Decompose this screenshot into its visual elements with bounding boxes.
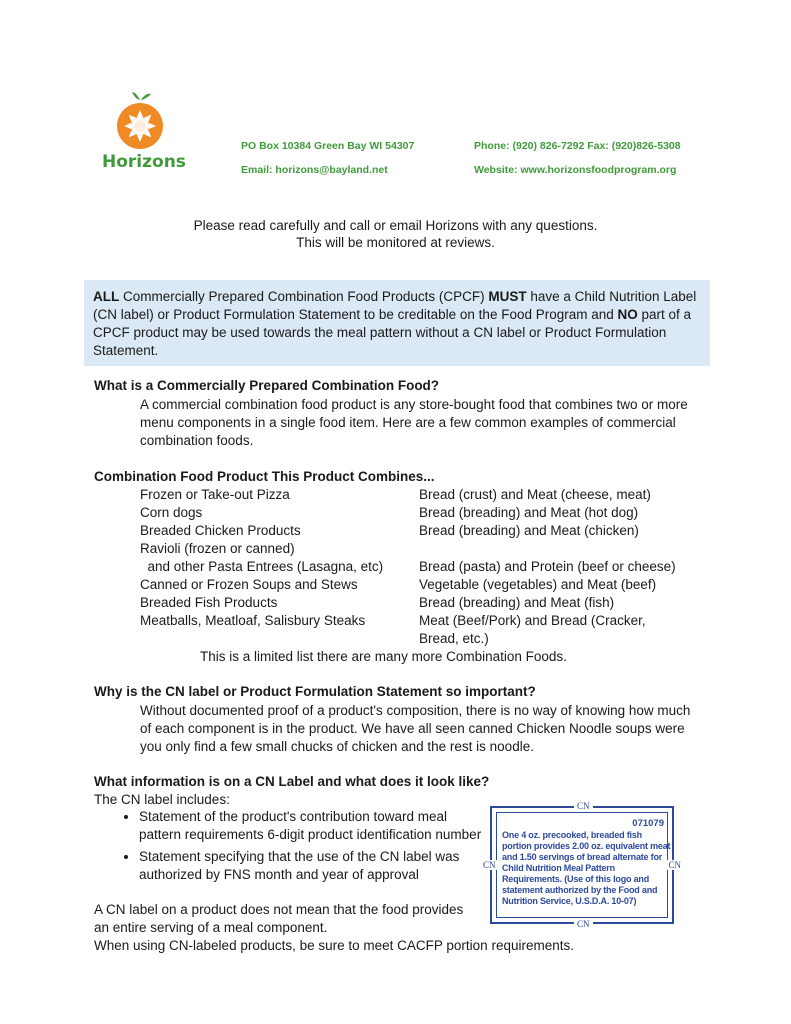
- section-heading-cn-importance: Why is the CN label or Product Formulation Statement so important?: [94, 684, 536, 699]
- table-row-combines: Vegetable (vegetables) and Meat (beef): [419, 577, 657, 592]
- cn-label-disclaimer: A CN label on a product does not mean that the food provides an entire serving of a meal component.: [94, 902, 464, 935]
- intro-line-2: This will be monitored at reviews.: [296, 235, 495, 250]
- table-row-product: Breaded Chicken Products: [140, 523, 301, 538]
- cn-tag-top: CN: [574, 801, 593, 811]
- table-row-combines: Meat (Beef/Pork) and Bread (Cracker,: [419, 613, 646, 628]
- cn-label-bullet-list: [115, 808, 489, 888]
- table-row-product: Corn dogs: [140, 505, 203, 520]
- website-link: Website: www.horizonsfoodprogram.org: [474, 164, 677, 176]
- cn-label-example: [483, 801, 681, 929]
- section-heading-combination-food: What is a Commercially Prepared Combination Food?: [94, 378, 440, 393]
- table-row-combines: Bread, etc.): [419, 631, 489, 646]
- mailing-address: PO Box 10384 Green Bay WI 54307: [241, 140, 415, 152]
- horizons-logo: [96, 90, 186, 180]
- table-row-combines: Bread (breading) and Meat (hot dog): [419, 505, 639, 520]
- notice-text: [93, 288, 705, 360]
- cn-label-statement: One 4 oz. precooked, breaded fish portion provides 2.00 oz. equivalent meat and 1.50 servings of bread alternate for Child Nutrition Meal Pattern Requirements. (Use of this logo and statement authorized by the Food and Nutrition Service, U.S.D.A. 10-07): [502, 830, 671, 906]
- cn-tag-left: CN: [480, 860, 499, 870]
- notice-must: MUST: [488, 289, 527, 304]
- list-item: • Statement specifying that the use of the CN label was authorized by FNS month and year of approval: [139, 848, 489, 884]
- cn-tag-right: CN: [665, 860, 684, 870]
- notice-part-1: Commercially Prepared Combination Food Products (CPCF): [119, 289, 489, 304]
- cn-tag-bottom: CN: [574, 919, 593, 929]
- intro-line-1: Please read carefully and call or email Horizons with any questions.: [193, 218, 598, 233]
- notice-all: ALL: [93, 289, 120, 304]
- notice-part-2: have a Child Nutrition Label (CN label) or Product Formulation Statement to be creditable on the Food Program and: [93, 289, 697, 322]
- email-address: Email: horizons@bayland.net: [241, 164, 388, 176]
- table-row-product: Breaded Fish Products: [140, 595, 278, 610]
- combination-list-note: This is a limited list there are many more Combination Foods.: [200, 649, 567, 664]
- logo-wordmark: Horizons: [102, 152, 186, 172]
- table-row-combines: Bread (breading) and Meat (fish): [419, 595, 615, 610]
- phone-fax: Phone: (920) 826-7292 Fax: (920)826-5308: [474, 140, 681, 152]
- table-row-product: Ravioli (frozen or canned): [140, 541, 295, 556]
- table-row-product: Canned or Frozen Soups and Stews: [140, 577, 358, 592]
- section-heading-cn-label-info: What information is on a CN Label and what does it look like?: [94, 774, 490, 789]
- cacfp-portion-reminder: When using CN-labeled products, be sure to meet CACFP portion requirements.: [94, 938, 574, 953]
- section-heading-combination-table: Combination Food Product This Product Combines...: [94, 469, 435, 484]
- notice-no: NO: [617, 307, 638, 322]
- table-row-product: and other Pasta Entrees (Lasagna, etc): [140, 559, 384, 574]
- table-row-combines: Bread (pasta) and Protein (beef or cheese): [419, 559, 676, 574]
- section-body-cn-importance: Without documented proof of a product's composition, there is no way of knowing how much of each component is in the product. We have all seen canned Chicken Noodle soups were you only find a few small chucks of chicken and the rest is noodle.: [140, 703, 691, 754]
- cn-product-number: 071079: [632, 818, 664, 829]
- combination-table: [140, 487, 700, 647]
- list-item: • Statement of the product's contribution toward meal pattern requirements 6-digit product identification number: [139, 808, 489, 844]
- section-body-combination-food: A commercial combination food product is any store-bought food that combines two or more menu components in a single food item. Here are a few common examples of commercial combination foods.: [140, 397, 688, 448]
- cn-label-includes: The CN label includes:: [94, 792, 230, 807]
- notice-part-3: part of a CPCF product may be used towards the meal pattern without a CN label or Product Formulation Statement.: [93, 307, 692, 358]
- table-row-combines: Bread (breading) and Meat (chicken): [419, 523, 639, 538]
- orange-sun-icon: [110, 90, 170, 152]
- table-row-product: Meatballs, Meatloaf, Salisbury Steaks: [140, 613, 366, 628]
- table-row-combines: Bread (crust) and Meat (cheese, meat): [419, 487, 651, 502]
- table-row-product: Frozen or Take-out Pizza: [140, 487, 290, 502]
